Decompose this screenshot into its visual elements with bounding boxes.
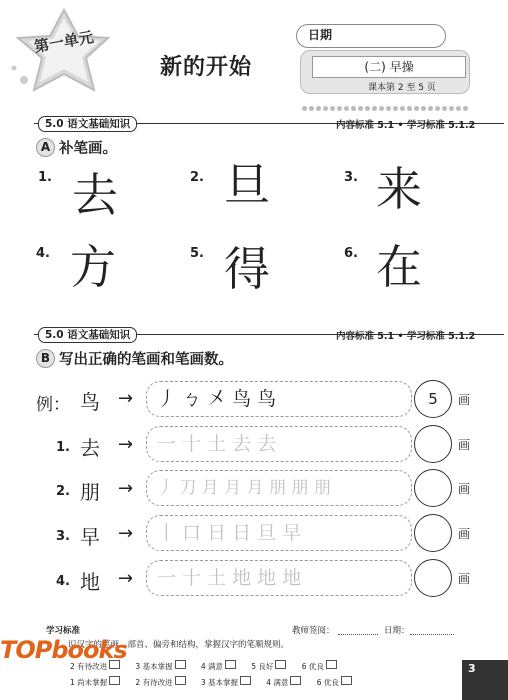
incomplete-character[interactable]: 旦 — [224, 158, 270, 212]
row-character: 地 — [80, 570, 100, 594]
stroke-count-input[interactable] — [414, 425, 452, 463]
stroke-order-box — [146, 381, 412, 417]
row-label: 4. — [56, 574, 70, 589]
lesson-title: (二) 早操 — [312, 56, 466, 78]
stroke-unit: 画 — [458, 527, 471, 541]
level-checkbox[interactable] — [175, 660, 186, 669]
section-b-instruction: 写出正确的笔画和笔画数。 — [59, 352, 233, 368]
arrow-icon: → — [118, 478, 134, 499]
section-a-standard: 内容标准 5.1 • 学习标准 5.1.2 — [336, 120, 476, 131]
stroke-unit: 画 — [458, 393, 471, 407]
incomplete-character[interactable]: 得 — [224, 242, 270, 296]
arrow-icon: → — [118, 388, 134, 409]
stroke-order-box[interactable] — [146, 470, 412, 506]
section-a-letter: A — [36, 138, 55, 157]
row-character: 鸟 — [80, 390, 100, 414]
stroke-trace-guide[interactable]: 丨 口 日 日 旦 早 — [157, 522, 302, 544]
stroke-order-example: 丿 ㄅ 㐅 鸟 鸟 — [157, 388, 277, 410]
footer-heading: 学习标准 — [46, 626, 81, 636]
item-number: 4. — [36, 246, 50, 261]
item-number: 3. — [344, 170, 358, 185]
level-option: 3 基本掌握 — [200, 678, 238, 687]
stroke-count-input[interactable] — [414, 514, 452, 552]
row-label: 1. — [56, 440, 70, 455]
level-option: 6 优良 — [301, 662, 324, 671]
incomplete-character[interactable]: 在 — [376, 240, 422, 294]
footer-date-line[interactable] — [410, 634, 454, 635]
section-a-instruction: 补笔画。 — [59, 141, 117, 157]
level-option: 3 基本掌握 — [135, 662, 173, 671]
level-option: 2 有待改进 — [135, 678, 173, 687]
page-number: 3 — [462, 660, 508, 700]
item-number: 6. — [344, 246, 358, 261]
item-number: 5. — [190, 246, 204, 261]
item-number: 1. — [38, 170, 52, 185]
level-option: 6 优良 — [316, 678, 339, 687]
teacher-sign-line[interactable] — [338, 634, 378, 635]
section-b-tag: 5.0 语文基础知识 — [38, 327, 137, 343]
level-option: 5 良好 — [251, 662, 274, 671]
stroke-unit: 画 — [458, 482, 471, 496]
incomplete-character[interactable]: 来 — [376, 162, 422, 216]
level-checkbox[interactable] — [275, 660, 286, 669]
level-option: 4 满意 — [200, 662, 223, 671]
arrow-icon: → — [118, 434, 134, 455]
level-checkbox[interactable] — [290, 676, 301, 685]
mastery-level-row — [70, 670, 454, 689]
date-label: 日期 — [308, 28, 333, 42]
standard-description: 识汉字的笔画、部首、偏旁和结构，掌握汉字的笔顺规则。 — [68, 640, 290, 650]
level-checkbox[interactable] — [341, 676, 352, 685]
lesson-reference: 课本第 2 至 5 页 — [368, 83, 436, 93]
footer-date-label: 日期： — [384, 626, 410, 636]
arrow-icon: → — [118, 523, 134, 544]
level-option: 2 有待改进 — [70, 662, 108, 671]
stroke-order-box[interactable] — [146, 560, 412, 596]
page-title: 新的开始 — [160, 54, 253, 80]
stroke-count-circle: 5 — [414, 380, 452, 418]
unit-star-badge — [6, 6, 116, 102]
stroke-trace-guide[interactable]: 一 十 土 地 地 地 — [157, 567, 302, 589]
row-character: 早 — [80, 525, 100, 549]
stroke-unit: 画 — [458, 572, 471, 586]
stroke-trace-guide[interactable]: 丿 刀 月 月 月 朋 朋 朋 — [157, 478, 331, 498]
level-option: 1 尚未掌握 — [70, 678, 108, 687]
level-checkbox[interactable] — [326, 660, 337, 669]
row-character: 朋 — [80, 480, 100, 504]
stroke-order-box[interactable] — [146, 426, 412, 462]
section-b-letter: B — [36, 349, 55, 368]
row-character: 去 — [80, 436, 100, 460]
topbooks-logo: TOPbooks — [0, 636, 127, 664]
incomplete-character[interactable]: 去 — [72, 168, 118, 222]
stroke-trace-guide[interactable]: 一 十 土 去 去 — [157, 433, 277, 455]
section-b-standard: 内容标准 5.1 • 学习标准 5.1.2 — [336, 331, 476, 342]
stroke-order-box[interactable] — [146, 515, 412, 551]
teacher-sign-label: 教师签阅： — [292, 626, 335, 636]
row-label: 2. — [56, 484, 70, 499]
level-checkbox[interactable] — [109, 676, 120, 685]
level-checkbox[interactable] — [240, 676, 251, 685]
stroke-count-input[interactable] — [414, 559, 452, 597]
arrow-icon: → — [118, 568, 134, 589]
row-label: 例： — [36, 395, 70, 415]
decorative-dots — [302, 96, 502, 104]
incomplete-character[interactable]: 方 — [70, 240, 116, 294]
row-label: 3. — [56, 529, 70, 544]
level-checkbox[interactable] — [225, 660, 236, 669]
unit-label: 第一单元 — [32, 27, 96, 57]
level-option: 4 满意 — [266, 678, 289, 687]
level-checkbox[interactable] — [175, 676, 186, 685]
section-a-tag: 5.0 语文基础知识 — [38, 116, 137, 132]
stroke-unit: 画 — [458, 438, 471, 452]
stroke-count-input[interactable] — [414, 469, 452, 507]
item-number: 2. — [190, 170, 204, 185]
